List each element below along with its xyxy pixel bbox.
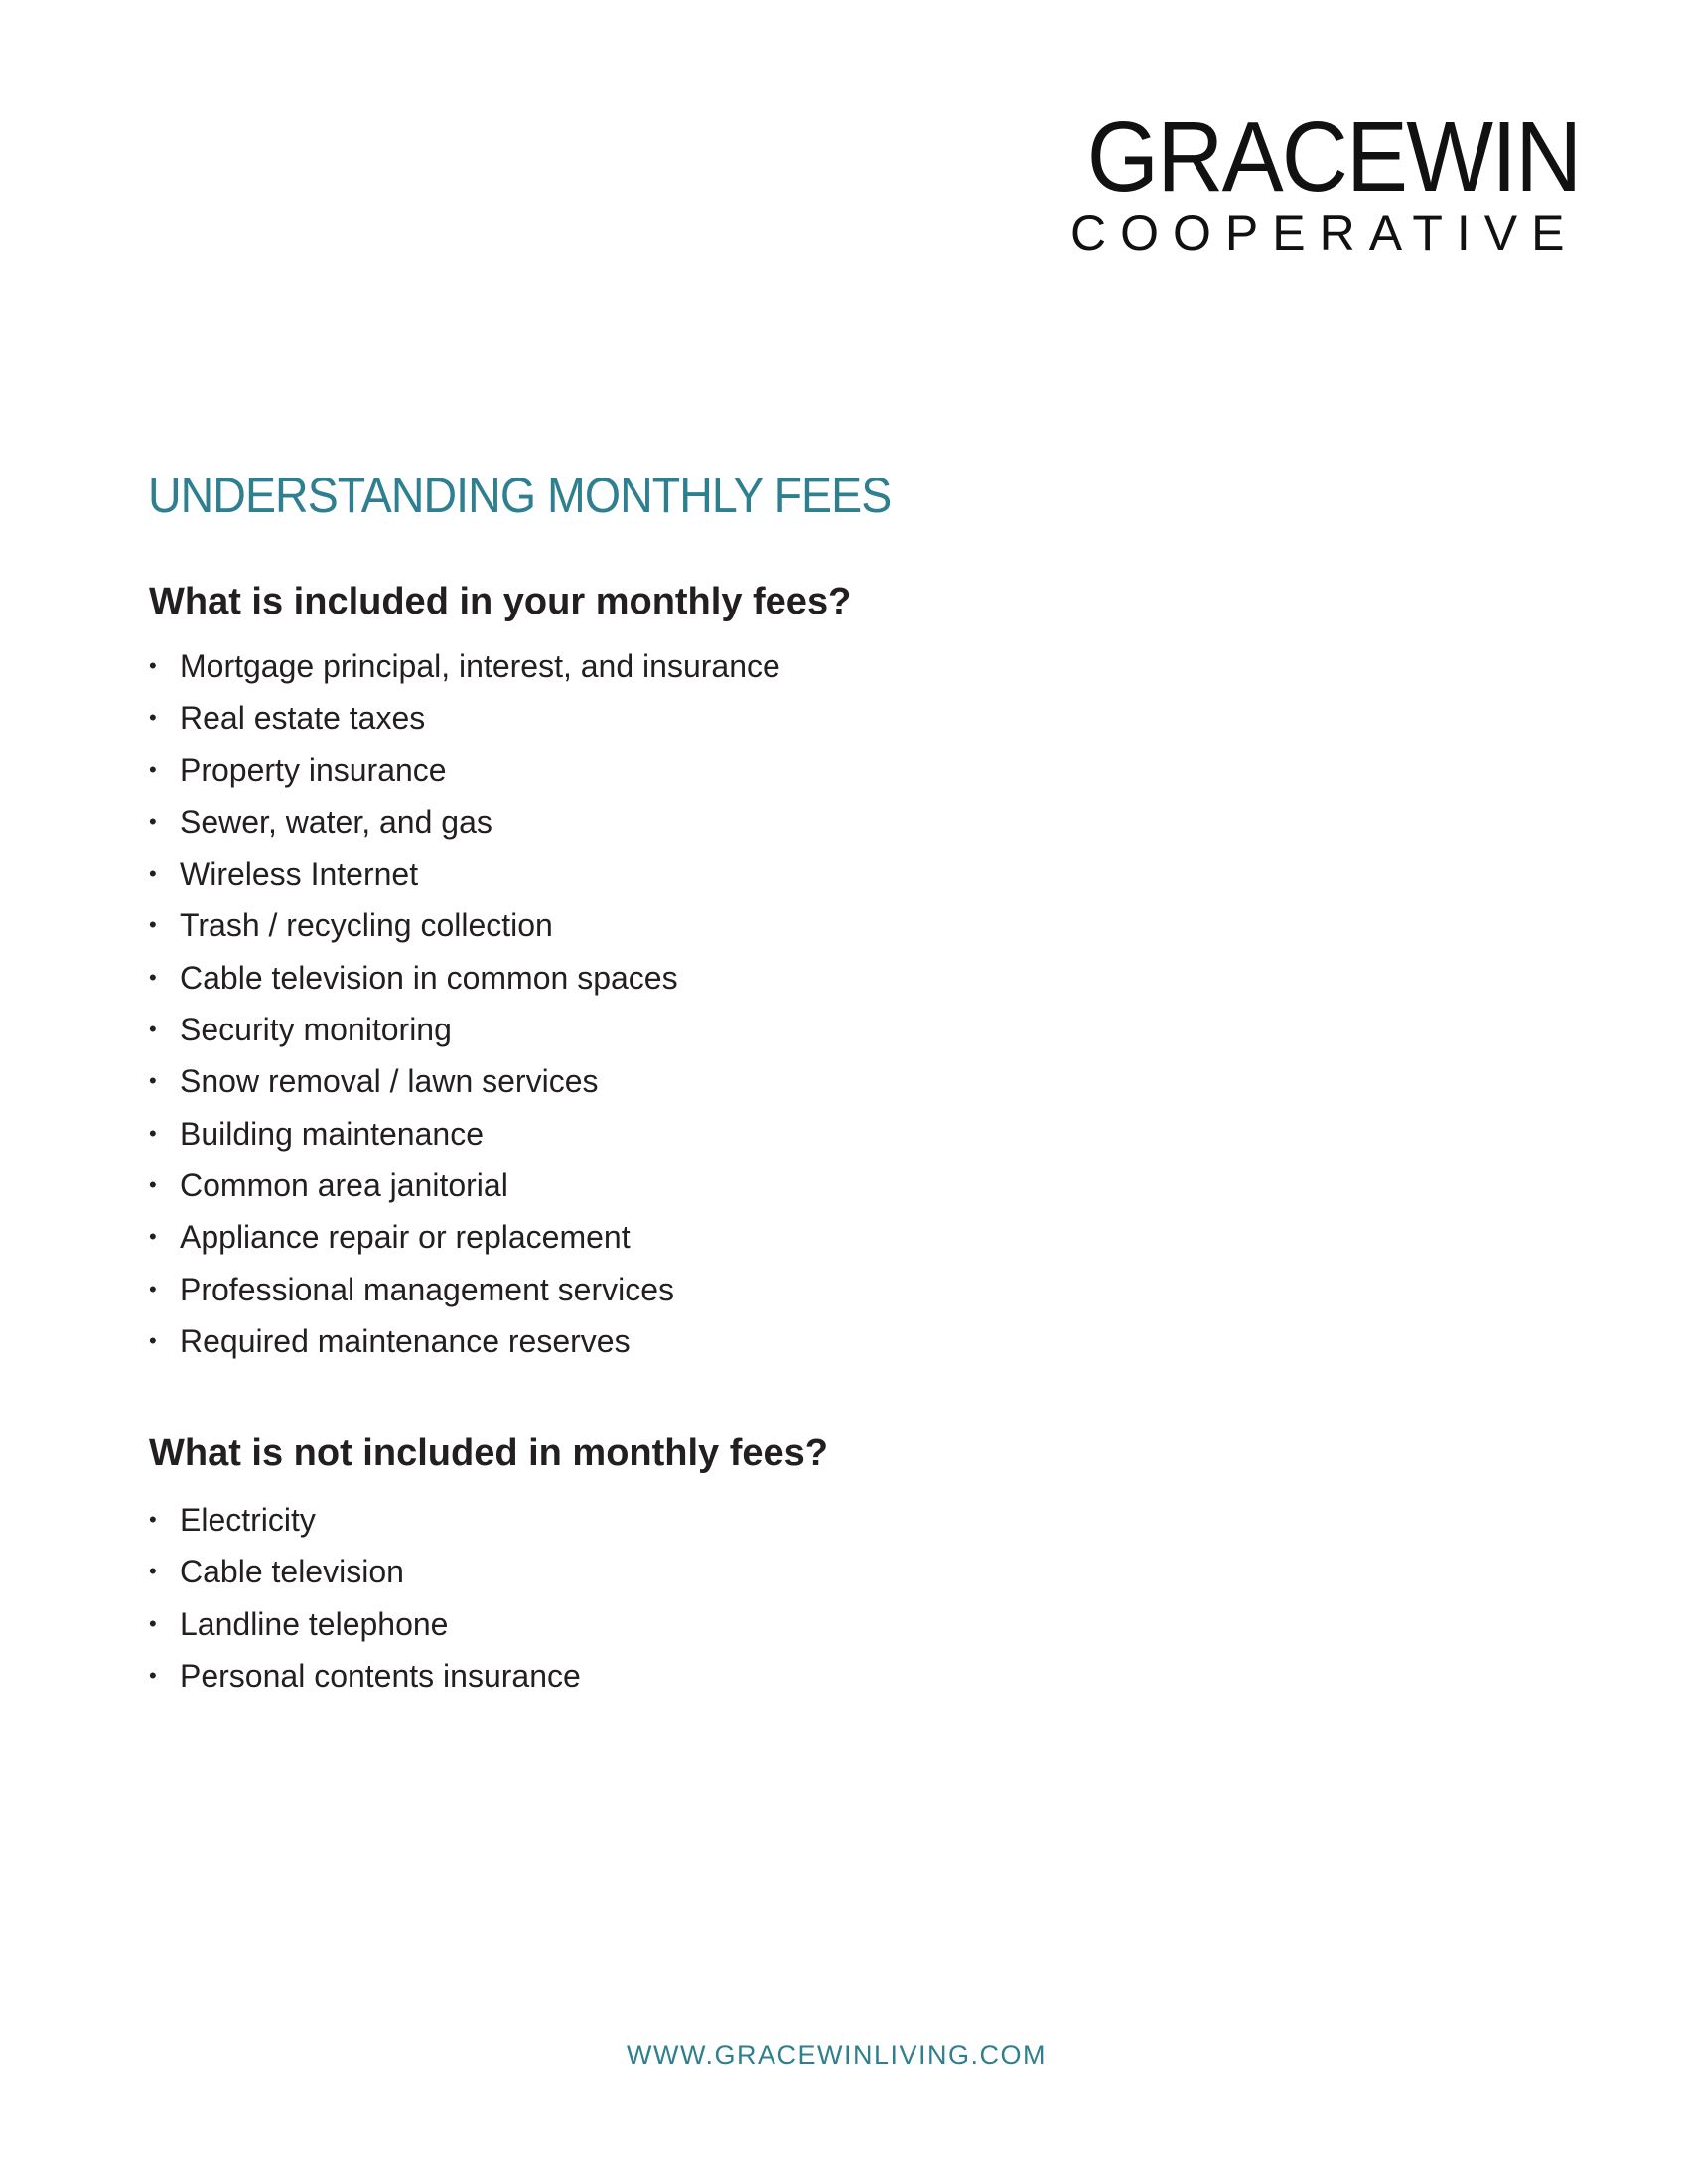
list-item (149, 1216, 780, 1268)
bullet-icon: • (149, 1171, 157, 1197)
logo-subtitle: COOPERATIVE (1070, 205, 1579, 261)
list-item (149, 1551, 581, 1602)
list-item (149, 1320, 780, 1372)
bullet-icon: • (149, 1662, 157, 1688)
list-item-text: Cable television (180, 1554, 404, 1590)
not-included-list (149, 1499, 581, 1706)
list-item (149, 1603, 581, 1655)
list-item (149, 853, 780, 904)
bullet-icon: • (149, 861, 157, 887)
bullet-icon: • (149, 756, 157, 782)
list-item-text: Property insurance (180, 751, 447, 788)
logo-wordmark: GRACEWIN (1086, 101, 1581, 212)
bullet-icon: • (149, 808, 157, 834)
list-item (149, 1499, 581, 1551)
bullet-icon: • (149, 1610, 157, 1636)
list-item-text: Building maintenance (180, 1115, 484, 1152)
list-item (149, 1269, 780, 1320)
bullet-icon: • (149, 1327, 157, 1353)
list-item (149, 1113, 780, 1164)
list-item-text: Professional management services (180, 1271, 675, 1307)
bullet-icon: • (149, 705, 157, 731)
list-item-text: Required maintenance reserves (180, 1322, 631, 1359)
bullet-icon: • (149, 964, 157, 990)
list-item-text: Electricity (180, 1502, 316, 1538)
list-item (149, 1009, 780, 1060)
list-item-text: Cable television in common spaces (180, 959, 678, 996)
list-item (149, 697, 780, 749)
bullet-icon: • (149, 1224, 157, 1250)
list-item-text: Personal contents insurance (180, 1657, 581, 1694)
included-list (149, 645, 780, 1372)
list-item-text: Mortgage principal, interest, and insurance (180, 648, 780, 684)
bullet-icon: • (149, 1120, 157, 1146)
bullet-icon: • (149, 912, 157, 938)
bullet-icon: • (149, 1017, 157, 1042)
list-item (149, 904, 780, 956)
bullet-icon: • (149, 1507, 157, 1532)
not-included-heading: What is not included in monthly fees? (149, 1433, 829, 1474)
list-item-text: Security monitoring (180, 1012, 452, 1048)
list-item-text: Trash / recycling collection (180, 907, 553, 944)
list-item-text: Common area janitorial (180, 1166, 508, 1203)
list-item (149, 1164, 780, 1216)
included-heading: What is included in your monthly fees? (149, 581, 852, 622)
logo (1070, 101, 1581, 261)
website-link[interactable]: WWW.GRACEWINLIVING.COM (627, 2040, 1047, 2070)
list-item (149, 957, 780, 1009)
list-item (149, 801, 780, 853)
list-item-text: Appliance repair or replacement (180, 1219, 631, 1256)
list-item-text: Real estate taxes (180, 700, 426, 737)
list-item-text: Landline telephone (180, 1605, 449, 1642)
list-item (149, 1655, 581, 1706)
list-item (149, 1060, 780, 1112)
bullet-icon: • (149, 1559, 157, 1584)
bullet-icon: • (149, 1068, 157, 1094)
list-item (149, 750, 780, 801)
list-item-text: Sewer, water, and gas (180, 803, 492, 840)
list-item-text: Wireless Internet (180, 856, 419, 892)
page-title: UNDERSTANDING MONTHLY FEES (148, 468, 892, 523)
list-item (149, 645, 780, 697)
bullet-icon: • (149, 653, 157, 678)
bullet-icon: • (149, 1276, 157, 1301)
list-item-text: Snow removal / lawn services (180, 1063, 599, 1100)
